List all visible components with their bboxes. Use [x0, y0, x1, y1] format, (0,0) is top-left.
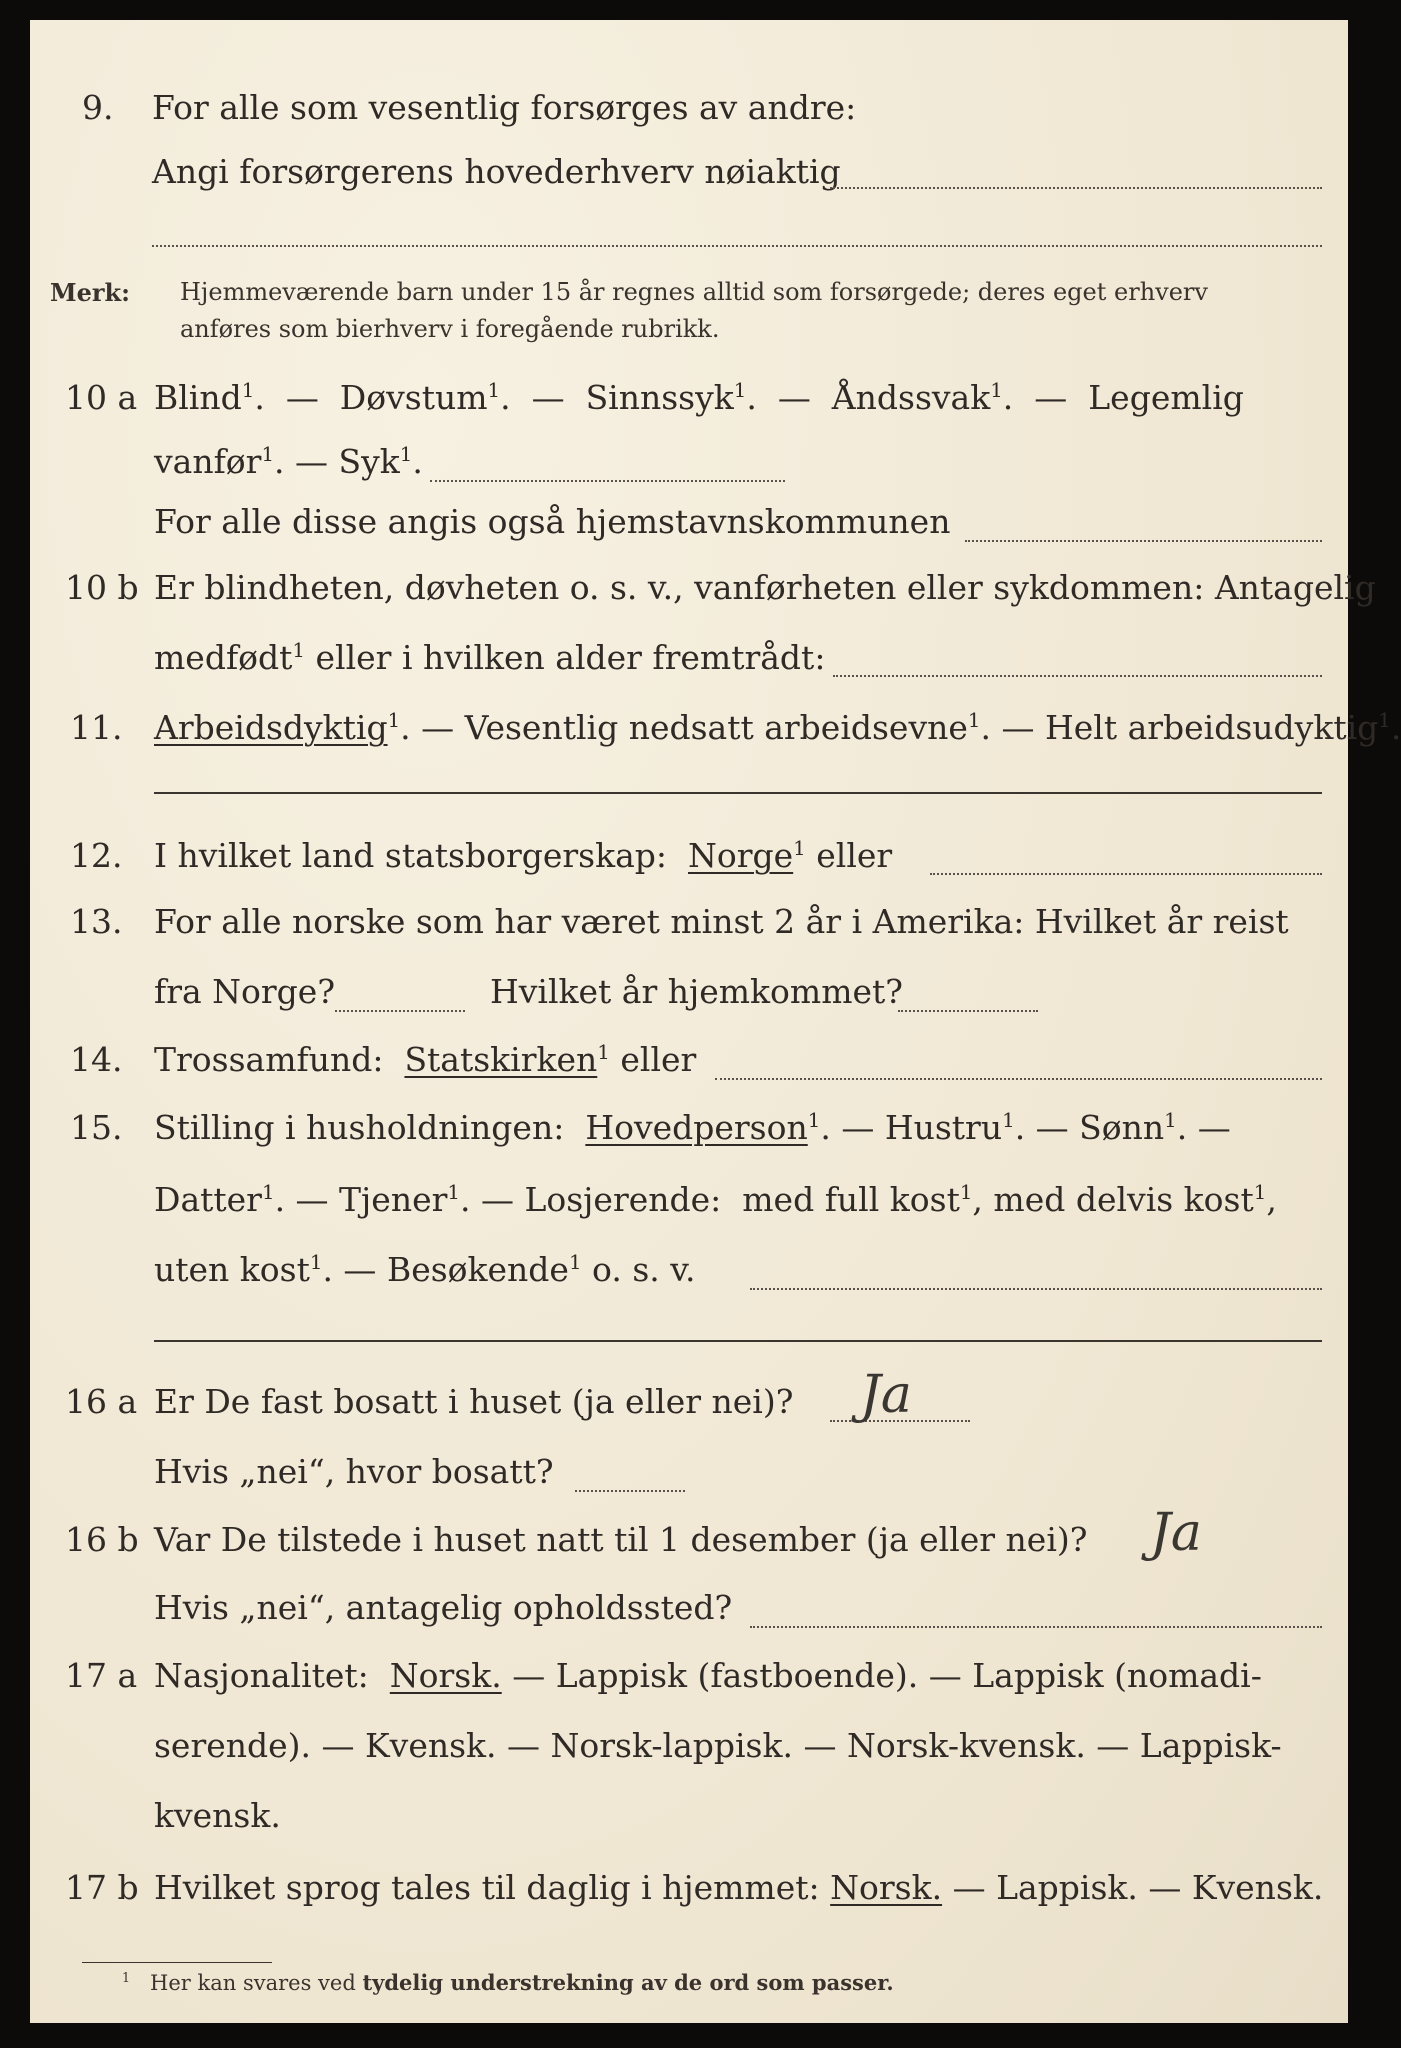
q14-answer-field[interactable] — [715, 1078, 1322, 1080]
q10a-line3: For alle disse angis også hjemstavnskommunen — [154, 502, 951, 541]
q16a-line2: Hvis „nei“, hvor bosatt? — [154, 1452, 554, 1491]
q10b-number: 10 b — [65, 568, 139, 607]
q10a-line2: vanfør$^1$. — Syk$^1$. — [154, 442, 423, 481]
q9-answer-field[interactable] — [830, 187, 1322, 189]
q15-full-kost: med full kost — [742, 1180, 960, 1219]
q14-prefix: Trossamfund: — [154, 1040, 384, 1079]
q17b-number: 17 b — [65, 1868, 139, 1907]
q13-reist-field[interactable] — [335, 1010, 465, 1012]
q10b-line2-rest: eller i hvilken alder fremtrådt: — [315, 638, 826, 677]
census-form-page — [30, 20, 1401, 2023]
q12-prefix: I hvilket land statsborgerskap: — [154, 836, 668, 875]
merk-line2: anføres som bierhverv i foregående rubrikk. — [180, 315, 720, 343]
q17a-prefix: Nasjonalitet: — [154, 1656, 369, 1695]
q14-line: Trossamfund: Statskirken$^1$ eller — [154, 1040, 697, 1079]
q17a-line2: serende). — Kvensk. — Norsk-lappisk. — Norsk-kvensk. — Lappisk- — [154, 1726, 1282, 1765]
q10a-andssvak: Åndssvak — [831, 378, 991, 417]
q16a-line1: Er De fast bosatt i huset (ja eller nei)? — [154, 1382, 794, 1421]
q13-number: 13. — [70, 902, 123, 941]
q12-line: I hvilket land statsborgerskap: Norge$^1$ eller — [154, 836, 893, 875]
q11-vesentlig: Vesentlig nedsatt arbeidsevne — [464, 708, 968, 747]
q17a-number: 17 a — [65, 1656, 138, 1695]
merk-label: Merk: — [50, 278, 130, 307]
q10a-syk-field[interactable] — [430, 480, 785, 482]
q11-helt: Helt arbeidsudyktig — [1044, 708, 1379, 747]
q15-answer-line[interactable] — [154, 1340, 1322, 1342]
q10a-hjemstavn-field[interactable] — [965, 540, 1322, 542]
q13-hjemkommet: Hvilket år hjemkommet? — [490, 972, 903, 1011]
q10a-number: 10 a — [65, 378, 138, 417]
q10b-line1: Er blindheten, døvheten o. s. v., vanførheten eller sykdommen: Antagelig — [154, 568, 1376, 607]
q10a-line1: Blind$^1$. — Døvstum$^1$. — Sinnssyk$^1$. — Åndssvak$^1$. — Legemlig — [154, 378, 1244, 417]
q15-hustru: Hustru — [884, 1108, 1003, 1147]
q16a-number: 16 a — [65, 1382, 138, 1421]
q15-tjener: Tjener — [339, 1180, 448, 1219]
q16b-handwritten-answer: Ja — [1150, 1503, 1202, 1563]
q14-statskirken-underlined: Statskirken — [404, 1040, 598, 1079]
q16b-opholdssted-field[interactable] — [750, 1626, 1322, 1628]
q15-hovedperson-underlined: Hovedperson — [585, 1108, 808, 1147]
q10a-vanfor: vanfør — [154, 442, 262, 481]
footnote-separator — [82, 1962, 272, 1963]
q17b-rest: — Lappisk. — Kvensk. — [952, 1868, 1324, 1907]
q13-line1: For alle norske som har været minst 2 år i Amerika: Hvilket år reist — [154, 902, 1289, 941]
q10b-line2: medfødt$^1$ eller i hvilken alder fremtrådt: — [154, 638, 826, 677]
q15-datter: Datter — [154, 1180, 262, 1219]
q15-osv: o. s. v. — [592, 1250, 696, 1289]
q15-answer-field[interactable] — [750, 1288, 1322, 1290]
q17a-norsk-underlined: Norsk. — [389, 1656, 502, 1695]
footnote-mark: 1 — [122, 1970, 131, 1985]
q15-uten-kost: uten kost — [154, 1250, 310, 1289]
q15-besokende: Besøkende — [386, 1250, 569, 1289]
q9-answer-field-2[interactable] — [152, 245, 1322, 247]
q9-number: 9. — [82, 88, 114, 127]
q14-eller: eller — [620, 1040, 697, 1079]
q10a-legemlig: Legemlig — [1088, 378, 1244, 417]
q11-arbeidsdyktig-underlined: Arbeidsdyktig — [154, 708, 388, 747]
q15-sonn: Sønn — [1079, 1108, 1165, 1147]
q15-prefix: Stilling i husholdningen: — [154, 1108, 565, 1147]
q17a-line1-rest: — Lappisk (fastboende). — Lappisk (nomadi- — [512, 1656, 1262, 1695]
q12-number: 12. — [70, 836, 123, 875]
q12-norge-underlined: Norge — [688, 836, 794, 875]
q16b-line1: Var De tilstede i huset natt til 1 desember (ja eller nei)? — [154, 1520, 1088, 1559]
q11-number: 11. — [70, 708, 123, 747]
q15-line1: Stilling i husholdningen: Hovedperson$^1$. — Hustru$^1$. — Sønn$^1$. — — [154, 1108, 1231, 1147]
q17b-prefix: Hvilket sprog tales til daglig i hjemmet: — [154, 1868, 820, 1907]
footnote-plain: Her kan svares ved — [150, 1971, 356, 1995]
q17b-line — [154, 1868, 1323, 1907]
q16b-number: 16 b — [65, 1520, 139, 1559]
q12-answer-field[interactable] — [930, 873, 1322, 875]
q9-line2: Angi forsørgerens hovederhverv nøiaktig — [152, 152, 841, 191]
q10b-answer-field[interactable] — [833, 675, 1322, 677]
footnote-bold: tydelig understrekning av de ord som passer. — [362, 1970, 894, 1995]
q16a-handwritten-answer: Ja — [860, 1365, 912, 1425]
q10b-medfodt: medfødt — [154, 638, 293, 677]
q10a-sinnssyk: Sinnssyk — [585, 378, 734, 417]
q17b-norsk-underlined: Norsk. — [830, 1868, 943, 1907]
footnote — [122, 1970, 894, 1995]
q16a-bosatt-field[interactable] — [575, 1490, 685, 1492]
q15-delvis-kost: med delvis kost — [993, 1180, 1254, 1219]
q11-answer-line[interactable] — [154, 792, 1322, 794]
q9-line1: For alle som vesentlig forsørges av andre: — [152, 88, 857, 127]
q13-hjemkommet-field[interactable] — [898, 1010, 1038, 1012]
q15-line3: uten kost$^1$. — Besøkende$^1$ o. s. v. — [154, 1250, 696, 1289]
q15-line2: Datter$^1$. — Tjener$^1$. — Losjerende: med full kost$^1$, med delvis kost$^1$, — [154, 1180, 1277, 1219]
q17a-line1 — [154, 1656, 1262, 1695]
q15-losjerende: Losjerende: — [524, 1180, 722, 1219]
q14-number: 14. — [70, 1040, 123, 1079]
q10a-dovstum: Døvstum — [339, 378, 488, 417]
q17a-line3: kvensk. — [154, 1796, 281, 1835]
q16b-line2: Hvis „nei“, antagelig opholdssted? — [154, 1588, 733, 1627]
q11-line: Arbeidsdyktig$^1$. — Vesentlig nedsatt arbeidsevne$^1$. — Helt arbeidsudyktig$^1$. — [154, 708, 1401, 747]
q15-number: 15. — [70, 1108, 123, 1147]
q10a-blind: Blind — [154, 378, 242, 417]
merk-line1: Hjemmeværende barn under 15 år regnes alltid som forsørgede; deres eget erhverv — [180, 278, 1208, 306]
q10a-syk: Syk — [338, 442, 400, 481]
q12-eller: eller — [816, 836, 893, 875]
q13-fra-norge: fra Norge? — [154, 972, 336, 1011]
